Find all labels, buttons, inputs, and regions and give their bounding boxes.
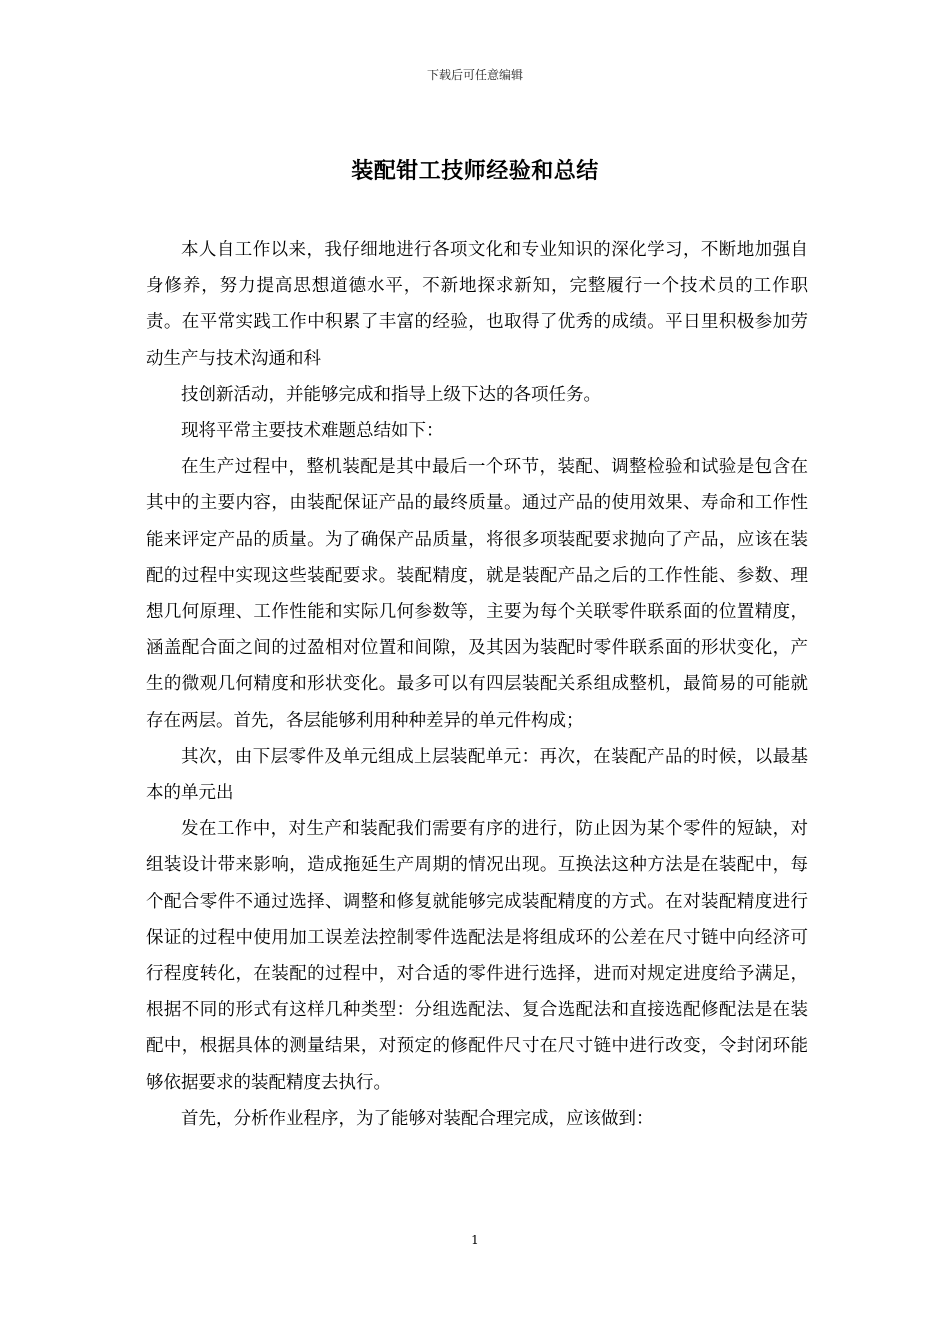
page-number: 1 xyxy=(471,1233,479,1247)
paragraph: 发在工作中，对生产和装配我们需要有序的进行，防止因为某个零件的短缺，对组装设计带来影响，造成拖延生产周期的情况出现。互换法这种方法是在装配中，每个配合零件不通过选择、调整和修复就能够完成装配精度的方式。在对装配精度进行保证的过程中使用加工误差法控制零件选配法是将组成环的公差在尺寸链中向经济可行程度转化，在装配的过程中，对合适的零件进行选择，进而对规定进度给予满足，根据不同的形式有这样几种类型：分组选配法、复合选配法和直接选配修配法是在装配中，根据具体的测量结果，对预定的修配件尺寸在尺寸链中进行改变，令封闭环能够依据要求的装配精度去执行。 xyxy=(146,819,808,1093)
paragraph: 在生产过程中，整机装配是其中最后一个环节，装配、调整检验和试验是包含在其中的主要内容，由装配保证产品的最终质量。通过产品的使用效果、寿命和工作性能来评定产品的质量。为了确保产品质量，将很多项装配要求抛向了产品，应该在装配的过程中实现这些装配要求。装配精度，就是装配产品之后的工作性能、参数、理想几何原理、工作性能和实际几何参数等，主要为每个关联零件联系面的位置精度，涵盖配合面之间的过盈相对位置和间隙，及其因为装配时零件联系面的形状变化，产生的微观几何精度和形状变化。最多可以有四层装配关系组成整机，最简易的可能就存在两层。首先，各层能够利用种种差异的单元件构成； xyxy=(146,457,808,731)
document-body xyxy=(146,232,808,1137)
paragraph: 现将平常主要技术难题总结如下： xyxy=(181,421,444,442)
page-header: 下载后可任意编辑 xyxy=(426,68,523,82)
paragraph: 首先，分析作业程序，为了能够对装配合理完成，应该做到： xyxy=(181,1108,654,1129)
paragraph: 技创新活动，并能够完成和指导上级下达的各项任务。 xyxy=(181,384,601,405)
paragraph: 本人自工作以来，我仔细地进行各项文化和专业知识的深化学习，不断地加强自身修养，努力提高思想道德水平，不新地探求新知，完整履行一个技术员的工作职责。在平常实践工作中积累了丰富的经验，也取得了优秀的成绩。平日里积极参加劳动生产与技术沟通和科 xyxy=(146,240,808,369)
document-title: 装配钳工技师经验和总结 xyxy=(351,158,599,184)
paragraph: 其次，由下层零件及单元组成上层装配单元：再次，在装配产品的时候，以最基本的单元出 xyxy=(146,746,808,804)
